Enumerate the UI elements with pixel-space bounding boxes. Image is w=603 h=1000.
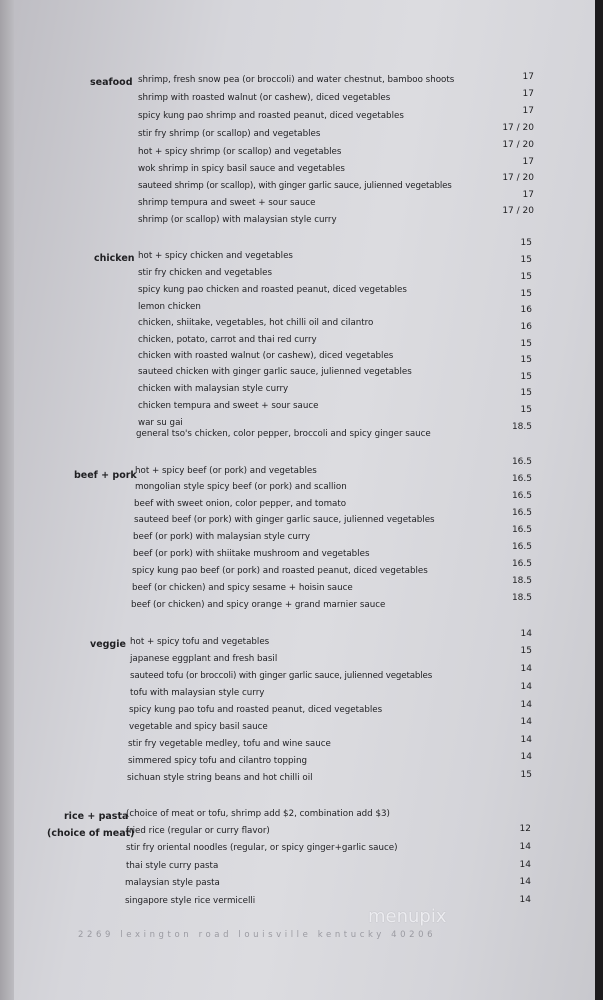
menu-price: 14 xyxy=(520,752,532,762)
menu-price: 15 xyxy=(520,355,532,365)
menu-price: 14 xyxy=(519,860,531,870)
menu-item: simmered spicy tofu and cilantro topping xyxy=(128,756,307,766)
menu-price: 16.5 xyxy=(511,491,532,501)
menu-item: shrimp with roasted walnut (or cashew), diced vegetables xyxy=(138,93,391,103)
menu-price: 18.5 xyxy=(511,422,532,432)
menu-item: malaysian style pasta xyxy=(125,878,220,888)
menu-item: stir fry oriental noodles (regular, or spicy ginger+garlic sauce) xyxy=(126,843,398,853)
menu-item: sauteed tofu (or broccoli) with ginger garlic sauce, julienned vegetables xyxy=(130,671,433,681)
menu-price: 16.5 xyxy=(511,559,532,569)
menu-item: singapore style rice vermicelli xyxy=(125,896,256,906)
menu-item: chicken, shiitake, vegetables, hot chilli oil and cilantro xyxy=(138,318,374,328)
menu-price: 14 xyxy=(520,717,532,727)
menu-item: stir fry chicken and vegetables xyxy=(138,268,272,278)
menu-item: spicy kung pao chicken and roasted peanut, diced vegetables xyxy=(138,285,407,295)
menu-item: lemon chicken xyxy=(138,302,201,312)
section-label-seafood: seafood xyxy=(90,77,133,88)
page-edge xyxy=(0,0,14,1000)
menu-item: hot + spicy chicken and vegetables xyxy=(138,251,293,261)
menu-item: beef (or chicken) and spicy sesame + hoisin sauce xyxy=(132,583,353,593)
menu-item: sauteed beef (or pork) with ginger garlic sauce, julienned vegetables xyxy=(134,515,435,525)
section-label-chicken: chicken xyxy=(94,253,135,264)
menu-item: shrimp (or scallop) with malaysian style curry xyxy=(138,215,337,225)
menu-price: 15 xyxy=(520,339,532,349)
menu-item: chicken tempura and sweet + sour sauce xyxy=(138,401,319,411)
menu-item: sichuan style string beans and hot chilli oil xyxy=(127,773,313,783)
menu-price: 15 xyxy=(520,272,532,282)
menu-item: beef (or pork) with malaysian style curry xyxy=(133,532,311,542)
menu-item: thai style curry pasta xyxy=(126,861,219,871)
menu-item: tofu with malaysian style curry xyxy=(130,688,265,698)
menu-price: 17 xyxy=(522,190,534,200)
menu-price: 14 xyxy=(519,877,531,887)
section-label-beef-pork: beef + pork xyxy=(74,470,137,481)
menu-item: shrimp, fresh snow pea (or broccoli) and water chestnut, bamboo shoots xyxy=(138,75,455,85)
menu-item: sauteed shrimp (or scallop), with ginger garlic sauce, julienned vegetables xyxy=(138,181,452,191)
section-label-veggie: veggie xyxy=(90,639,126,650)
menu-item: vegetable and spicy basil sauce xyxy=(129,722,268,732)
menu-price: 15 xyxy=(520,388,532,398)
menu-price: 15 xyxy=(520,289,532,299)
menu-price: 15 xyxy=(520,238,532,248)
menu-price: 14 xyxy=(520,700,532,710)
menu-price: 18.5 xyxy=(511,576,532,586)
menu-item: beef (or chicken) and spicy orange + grand marnier sauce xyxy=(131,600,386,610)
menu-price: 15 xyxy=(520,255,532,265)
menu-price: 17 / 20 xyxy=(502,140,534,150)
menu-item: war su gai xyxy=(138,418,183,428)
menu-item: hot + spicy shrimp (or scallop) and vegetables xyxy=(138,147,342,157)
menu-price: 15 xyxy=(520,646,532,656)
menu-item: chicken with malaysian style curry xyxy=(138,384,289,394)
menu-item: chicken, potato, carrot and thai red curry xyxy=(138,335,317,345)
address-footer: 2269 lexington road louisville kentucky 40206 xyxy=(78,930,437,940)
menu-price: 16.5 xyxy=(511,474,532,484)
menu-price: 16.5 xyxy=(511,508,532,518)
menu-price: 14 xyxy=(520,735,532,745)
menu-item: japanese eggplant and fresh basil xyxy=(130,654,278,664)
menu-price: 17 xyxy=(522,89,534,99)
menu-item: general tso's chicken, color pepper, broccoli and spicy ginger sauce xyxy=(136,429,431,439)
section-label-rice-pasta: rice + pasta xyxy=(64,811,129,822)
menu-price: 17 xyxy=(522,106,534,116)
menu-item: hot + spicy tofu and vegetables xyxy=(130,637,270,647)
menu-item: hot + spicy beef (or pork) and vegetables xyxy=(135,466,317,476)
menu-item: shrimp tempura and sweet + sour sauce xyxy=(138,198,316,208)
menu-price: 15 xyxy=(520,405,532,415)
menu-price: 14 xyxy=(520,682,532,692)
menu-price: 15 xyxy=(520,770,532,780)
watermark: menupix xyxy=(368,906,447,927)
menu-item: fried rice (regular or curry flavor) xyxy=(126,826,270,836)
menu-item: spicy kung pao tofu and roasted peanut, diced vegetables xyxy=(129,705,383,715)
menu-item: mongolian style spicy beef (or pork) and scallion xyxy=(135,482,347,492)
menu-item: beef with sweet onion, color pepper, and tomato xyxy=(134,499,347,509)
menu-price: 16.5 xyxy=(511,542,532,552)
menu-price: 17 / 20 xyxy=(502,123,534,133)
menu-price: 17 xyxy=(522,157,534,167)
menu-price: 15 xyxy=(520,372,532,382)
menu-price: 14 xyxy=(520,629,532,639)
menu-price: 16.5 xyxy=(511,457,532,467)
menu-price: 14 xyxy=(519,895,531,905)
menu-price: 14 xyxy=(520,664,532,674)
menu-item: wok shrimp in spicy basil sauce and vegetables xyxy=(138,164,345,174)
menu-item: spicy kung pao shrimp and roasted peanut, diced vegetables xyxy=(138,111,404,121)
menu-price: 17 / 20 xyxy=(502,173,534,183)
menu-price: 17 xyxy=(522,72,534,82)
menu-price: 16.5 xyxy=(511,525,532,535)
menu-price: 12 xyxy=(519,824,531,834)
menu-price: 16 xyxy=(520,305,532,315)
section-sublabel: (choice of meat) xyxy=(47,828,135,839)
menu-item: sauteed chicken with ginger garlic sauce, julienned vegetables xyxy=(138,367,412,377)
section-note: (choice of meat or tofu, shrimp add $2, combination add $3) xyxy=(126,809,390,819)
menu-item: stir fry vegetable medley, tofu and wine sauce xyxy=(128,739,331,749)
menu-price: 18.5 xyxy=(511,593,532,603)
menu-item: spicy kung pao beef (or pork) and roasted peanut, diced vegetables xyxy=(132,566,428,576)
menu-item: chicken with roasted walnut (or cashew), diced vegetables xyxy=(138,351,394,361)
menu-price: 16 xyxy=(520,322,532,332)
menu-price: 17 / 20 xyxy=(502,206,534,216)
menu-item: stir fry shrimp (or scallop) and vegetables xyxy=(138,129,321,139)
menu-price: 14 xyxy=(519,842,531,852)
menu-item: beef (or pork) with shiitake mushroom and vegetables xyxy=(133,549,370,559)
